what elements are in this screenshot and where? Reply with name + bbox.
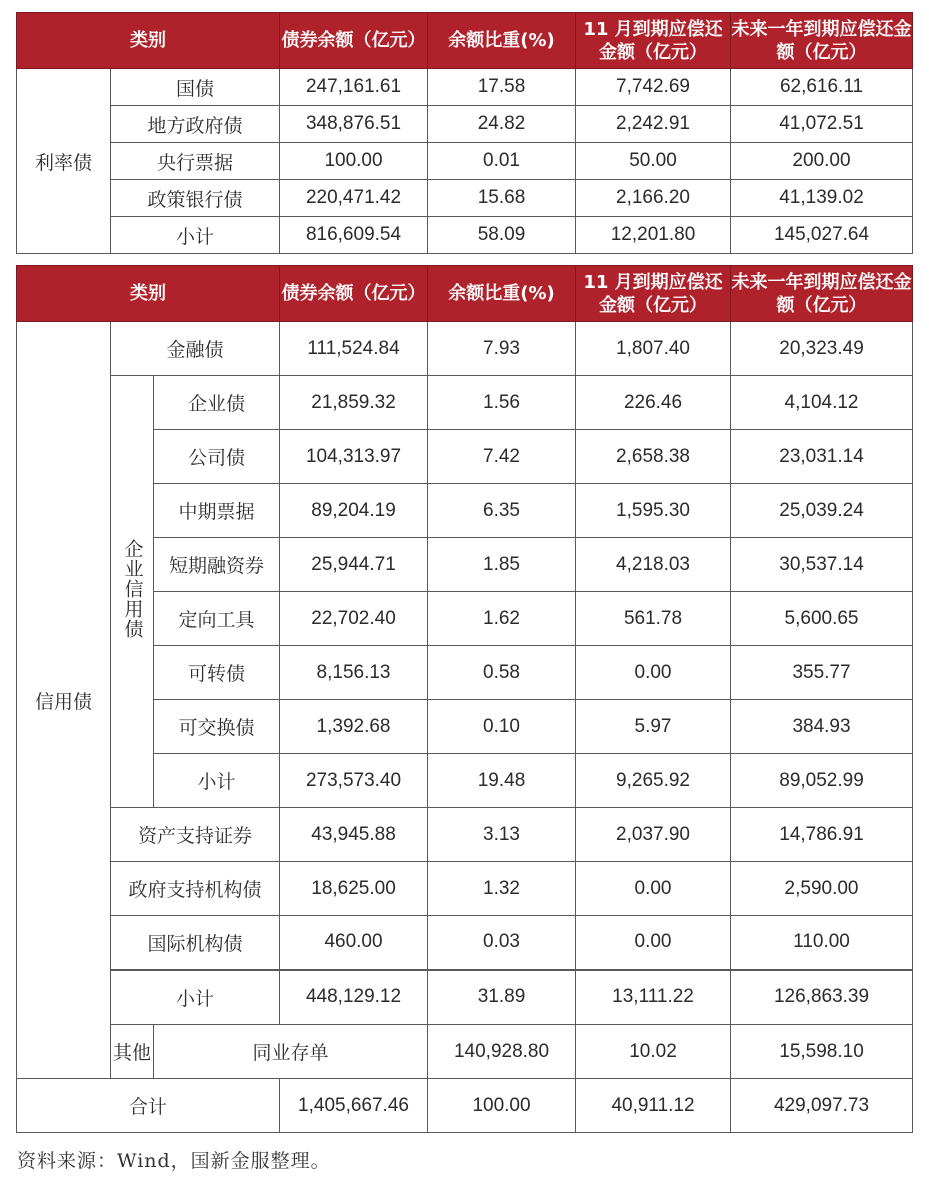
cell-share: 7.42 [428, 430, 576, 484]
cell-year: 145,027.64 [731, 217, 913, 254]
cell-nov: 1,595.30 [576, 484, 731, 538]
row-name: 可交换债 [154, 700, 280, 754]
cell-balance: 25,944.71 [280, 538, 428, 592]
cell-share: 6.35 [428, 484, 576, 538]
row-name: 央行票据 [111, 143, 280, 180]
row-name: 可转债 [154, 646, 280, 700]
row-name: 政策银行债 [111, 180, 280, 217]
cell-year: 14,786.91 [731, 808, 913, 862]
cell-nov: 2,242.91 [576, 106, 731, 143]
cell-nov: 0.00 [576, 862, 731, 916]
group-label-corporate [111, 376, 154, 808]
cell-nov: 2,166.20 [576, 180, 731, 217]
cell-balance: 220,471.42 [280, 180, 428, 217]
cell-share: 0.01 [428, 143, 576, 180]
row-name: 国债 [111, 69, 280, 106]
cell-share: 0.10 [428, 700, 576, 754]
cell-year: 62,616.11 [731, 69, 913, 106]
cell-year: 2,590.00 [731, 862, 913, 916]
cell-share: 0.58 [428, 646, 576, 700]
source-footnote: 资料来源：Wind，国新金服整理。 [17, 1150, 331, 1172]
cell-nov: 0.00 [576, 916, 731, 970]
cell-nov: 2,037.90 [576, 808, 731, 862]
cell-nov: 15,598.10 [731, 1025, 913, 1079]
cell-year: 25,039.24 [731, 484, 913, 538]
table-row [17, 1025, 913, 1079]
row-name: 小计 [154, 754, 280, 808]
cell-nov: 4,218.03 [576, 538, 731, 592]
cell-balance: 348,876.51 [280, 106, 428, 143]
row-name: 地方政府债 [111, 106, 280, 143]
cell-nov: 561.78 [576, 592, 731, 646]
group-label-credit: 信用债 [17, 322, 111, 1079]
cell-year: 429,097.73 [731, 1079, 913, 1133]
table-row [17, 808, 913, 862]
cell-balance: 21,859.32 [280, 376, 428, 430]
cell-share: 0.03 [428, 916, 576, 970]
credit-bond-table [16, 265, 913, 1133]
cell-nov: 50.00 [576, 143, 731, 180]
cell-share: 3.13 [428, 808, 576, 862]
total-row [17, 1079, 913, 1133]
subtotal-row [17, 217, 913, 254]
cell-year: 200.00 [731, 143, 913, 180]
row-name: 资产支持证券 [111, 808, 280, 862]
table-row [17, 376, 913, 430]
row-name: 小计 [111, 217, 280, 254]
cell-balance: 8,156.13 [280, 646, 428, 700]
cell-balance: 816,609.54 [280, 217, 428, 254]
cell-year: 110.00 [731, 916, 913, 970]
cell-nov: 0.00 [576, 646, 731, 700]
cell-balance: 1,405,667.46 [280, 1079, 428, 1133]
cell-balance: 1,392.68 [280, 700, 428, 754]
group-label-rate: 利率债 [17, 69, 111, 254]
cell-year: 20,323.49 [731, 322, 913, 376]
cell-nov: 1,807.40 [576, 322, 731, 376]
header-category: 类别 [17, 13, 280, 69]
corporate-label: 企业信用债 [121, 539, 144, 639]
cell-balance: 448,129.12 [280, 970, 428, 1025]
cell-share: 15.68 [428, 180, 576, 217]
cell-year: 384.93 [731, 700, 913, 754]
header-share: 余额比重(%) [428, 13, 576, 69]
cell-balance: 100.00 [280, 143, 428, 180]
header-balance: 债券余额（亿元） [280, 266, 428, 322]
table-row [17, 862, 913, 916]
cell-balance: 18,625.00 [280, 862, 428, 916]
table-row [17, 916, 913, 970]
cell-year: 4,104.12 [731, 376, 913, 430]
cell-share: 1.85 [428, 538, 576, 592]
row-name: 短期融资券 [154, 538, 280, 592]
cell-nov: 13,111.22 [576, 970, 731, 1025]
header-maturity-nov: 11 月到期应偿还金额（亿元） [576, 266, 731, 322]
cell-balance: 43,945.88 [280, 808, 428, 862]
cell-year: 30,537.14 [731, 538, 913, 592]
header-maturity-year: 未来一年到期应偿还金额（亿元） [731, 266, 913, 322]
cell-nov: 40,911.12 [576, 1079, 731, 1133]
table-row [17, 69, 913, 106]
cell-nov: 2,658.38 [576, 430, 731, 484]
cell-share: 17.58 [428, 69, 576, 106]
cell-balance: 140,928.80 [428, 1025, 576, 1079]
table-row [17, 322, 913, 376]
row-name: 企业债 [154, 376, 280, 430]
cell-balance: 247,161.61 [280, 69, 428, 106]
row-name: 金融债 [111, 322, 280, 376]
table-row [17, 143, 913, 180]
cell-balance: 273,573.40 [280, 754, 428, 808]
cell-year: 89,052.99 [731, 754, 913, 808]
row-name: 同业存单 [154, 1025, 428, 1079]
cell-nov: 5.97 [576, 700, 731, 754]
row-name: 合计 [17, 1079, 280, 1133]
cell-year: 126,863.39 [731, 970, 913, 1025]
row-name: 定向工具 [154, 592, 280, 646]
subtotal-row [17, 970, 913, 1025]
cell-share: 24.82 [428, 106, 576, 143]
cell-share: 19.48 [428, 754, 576, 808]
table-row [17, 180, 913, 217]
header-maturity-nov: 11 月到期应偿还金额（亿元） [576, 13, 731, 69]
cell-share: 10.02 [576, 1025, 731, 1079]
cell-balance: 104,313.97 [280, 430, 428, 484]
cell-nov: 7,742.69 [576, 69, 731, 106]
table-row [17, 106, 913, 143]
cell-nov: 12,201.80 [576, 217, 731, 254]
cell-share: 1.56 [428, 376, 576, 430]
cell-nov: 226.46 [576, 376, 731, 430]
cell-year: 355.77 [731, 646, 913, 700]
cell-year: 41,139.02 [731, 180, 913, 217]
row-name: 政府支持机构债 [111, 862, 280, 916]
cell-year: 41,072.51 [731, 106, 913, 143]
cell-nov: 9,265.92 [576, 754, 731, 808]
cell-share: 1.62 [428, 592, 576, 646]
cell-share: 1.32 [428, 862, 576, 916]
cell-balance: 460.00 [280, 916, 428, 970]
row-name: 中期票据 [154, 484, 280, 538]
row-name: 小计 [111, 970, 280, 1025]
header-category: 类别 [17, 266, 280, 322]
header-share: 余额比重(%) [428, 266, 576, 322]
header-maturity-year: 未来一年到期应偿还金额（亿元） [731, 13, 913, 69]
cell-share: 31.89 [428, 970, 576, 1025]
cell-year: 5,600.65 [731, 592, 913, 646]
cell-year: 23,031.14 [731, 430, 913, 484]
row-name: 公司债 [154, 430, 280, 484]
cell-share: 58.09 [428, 217, 576, 254]
group-label-others: 其他 [111, 1025, 154, 1079]
cell-balance: 22,702.40 [280, 592, 428, 646]
cell-share: 7.93 [428, 322, 576, 376]
cell-balance: 89,204.19 [280, 484, 428, 538]
header-balance: 债券余额（亿元） [280, 13, 428, 69]
rate-bond-table [16, 12, 913, 254]
cell-share: 100.00 [428, 1079, 576, 1133]
row-name: 国际机构债 [111, 916, 280, 970]
cell-balance: 111,524.84 [280, 322, 428, 376]
